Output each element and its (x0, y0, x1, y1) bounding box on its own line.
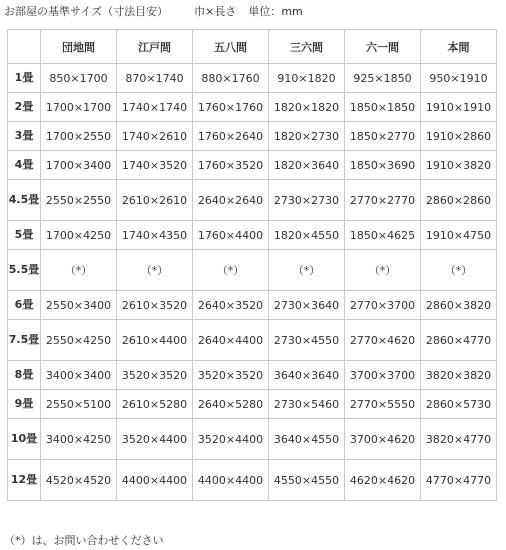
row-label: 10畳 (8, 419, 41, 460)
table-cell: 3520×4400 (117, 419, 193, 460)
row-label: 12畳 (8, 460, 41, 501)
table-cell: 4550×4550 (269, 460, 345, 501)
table-cell: 2610×3520 (117, 291, 193, 320)
row-label: 4畳 (8, 151, 41, 180)
table-cell: 2640×5280 (193, 390, 269, 419)
row-label: 6畳 (8, 291, 41, 320)
caption-dimensions: 巾×長さ (194, 5, 237, 18)
row-label: 5.5畳 (8, 250, 41, 291)
table-cell: 1850×3690 (345, 151, 421, 180)
table-cell: （*） (193, 250, 269, 291)
table-cell: 2730×2730 (269, 180, 345, 221)
table-cell: 4520×4520 (41, 460, 117, 501)
table-cell: 1820×2730 (269, 122, 345, 151)
row-label: 3畳 (8, 122, 41, 151)
table-cell: 2770×2770 (345, 180, 421, 221)
table-cell: 880×1760 (193, 64, 269, 93)
table-cell: 2640×3520 (193, 291, 269, 320)
header-corner (8, 30, 41, 64)
table-cell: 1910×1910 (421, 93, 497, 122)
table-cell: 3700×3700 (345, 361, 421, 390)
table-cell: 1910×2860 (421, 122, 497, 151)
header-gohachima: 五八間 (193, 30, 269, 64)
table-row (8, 64, 497, 93)
table-cell: 950×1910 (421, 64, 497, 93)
table-cell: 2770×3700 (345, 291, 421, 320)
table-cell: 2860×4770 (421, 320, 497, 361)
table-cell: 2610×5280 (117, 390, 193, 419)
table-cell: 3820×3820 (421, 361, 497, 390)
table-cell: 1850×4625 (345, 221, 421, 250)
table-cell: 1760×3520 (193, 151, 269, 180)
table-cell: 1910×3820 (421, 151, 497, 180)
table-row (8, 390, 497, 419)
table-cell: 1700×1700 (41, 93, 117, 122)
header-row (8, 30, 497, 64)
table-body (8, 64, 497, 501)
table-cell: 1760×2640 (193, 122, 269, 151)
table-cell: 3520×3520 (193, 361, 269, 390)
header-honma: 本間 (421, 30, 497, 64)
table-cell: 2640×4400 (193, 320, 269, 361)
table-cell: 925×1850 (345, 64, 421, 93)
header-danchima: 団地間 (41, 30, 117, 64)
row-label: 2畳 (8, 93, 41, 122)
table-row (8, 250, 497, 291)
table-row (8, 291, 497, 320)
table-cell: 910×1820 (269, 64, 345, 93)
table-cell: 3640×3640 (269, 361, 345, 390)
table-cell: 1910×4750 (421, 221, 497, 250)
row-label: 1畳 (8, 64, 41, 93)
table-cell: 3700×4620 (345, 419, 421, 460)
table-cell: 2640×2640 (193, 180, 269, 221)
table-cell: 4400×4400 (193, 460, 269, 501)
table-caption (4, 5, 303, 19)
row-label: 7.5畳 (8, 320, 41, 361)
table-cell: 4770×4770 (421, 460, 497, 501)
row-label: 8畳 (8, 361, 41, 390)
table-row (8, 320, 497, 361)
table-cell: 1850×1850 (345, 93, 421, 122)
table-row (8, 419, 497, 460)
table-cell: 1820×1820 (269, 93, 345, 122)
row-label: 9畳 (8, 390, 41, 419)
caption-unit: 単位：mm (248, 5, 303, 18)
table-cell: 1850×2770 (345, 122, 421, 151)
table-cell: 2730×5460 (269, 390, 345, 419)
table-cell: 870×1740 (117, 64, 193, 93)
table-cell: 2730×3640 (269, 291, 345, 320)
table-row (8, 361, 497, 390)
table-cell: 3400×3400 (41, 361, 117, 390)
table-cell: 3520×3520 (117, 361, 193, 390)
table-cell: 3400×4250 (41, 419, 117, 460)
footnote: （*）は、お問い合わせください (4, 534, 164, 547)
table-cell: 1740×3520 (117, 151, 193, 180)
table-cell: （*） (421, 250, 497, 291)
header-edoma: 江戸間 (117, 30, 193, 64)
table-cell: 2730×4550 (269, 320, 345, 361)
table-cell: 1820×4550 (269, 221, 345, 250)
table-cell: 2860×3820 (421, 291, 497, 320)
table-cell: 2770×5550 (345, 390, 421, 419)
table-cell: 2610×2610 (117, 180, 193, 221)
table-cell: 2550×3400 (41, 291, 117, 320)
table-cell: （*） (345, 250, 421, 291)
table-cell: 2860×2860 (421, 180, 497, 221)
header-sanroku: 三六間 (269, 30, 345, 64)
table-cell: 1700×3400 (41, 151, 117, 180)
table-cell: （*） (117, 250, 193, 291)
table-cell: （*） (269, 250, 345, 291)
table-cell: 2550×4250 (41, 320, 117, 361)
table-cell: 4400×4400 (117, 460, 193, 501)
room-size-table (7, 29, 497, 501)
table-row (8, 180, 497, 221)
table-cell: 3520×4400 (193, 419, 269, 460)
table-cell: 850×1700 (41, 64, 117, 93)
table-row (8, 122, 497, 151)
row-label: 4.5畳 (8, 180, 41, 221)
table-cell: （*） (41, 250, 117, 291)
table-cell: 2550×2550 (41, 180, 117, 221)
table-cell: 1700×2550 (41, 122, 117, 151)
table-cell: 2610×4400 (117, 320, 193, 361)
table-cell: 1740×2610 (117, 122, 193, 151)
row-label: 5畳 (8, 221, 41, 250)
table-cell: 1760×4400 (193, 221, 269, 250)
table-cell: 1740×1740 (117, 93, 193, 122)
table-cell: 1760×1760 (193, 93, 269, 122)
header-rokuichi: 六一間 (345, 30, 421, 64)
table-cell: 4620×4620 (345, 460, 421, 501)
caption-title: お部屋の基準サイズ（寸法目安） (4, 5, 169, 18)
table-cell: 1700×4250 (41, 221, 117, 250)
table-cell: 2770×4620 (345, 320, 421, 361)
table-cell: 3640×4550 (269, 419, 345, 460)
table-row (8, 93, 497, 122)
table-cell: 2550×5100 (41, 390, 117, 419)
table-row (8, 221, 497, 250)
table-cell: 2860×5730 (421, 390, 497, 419)
table-cell: 1820×3640 (269, 151, 345, 180)
table-header (8, 30, 497, 64)
table-row (8, 460, 497, 501)
table-cell: 1740×4350 (117, 221, 193, 250)
table-row (8, 151, 497, 180)
table-cell: 3820×4770 (421, 419, 497, 460)
